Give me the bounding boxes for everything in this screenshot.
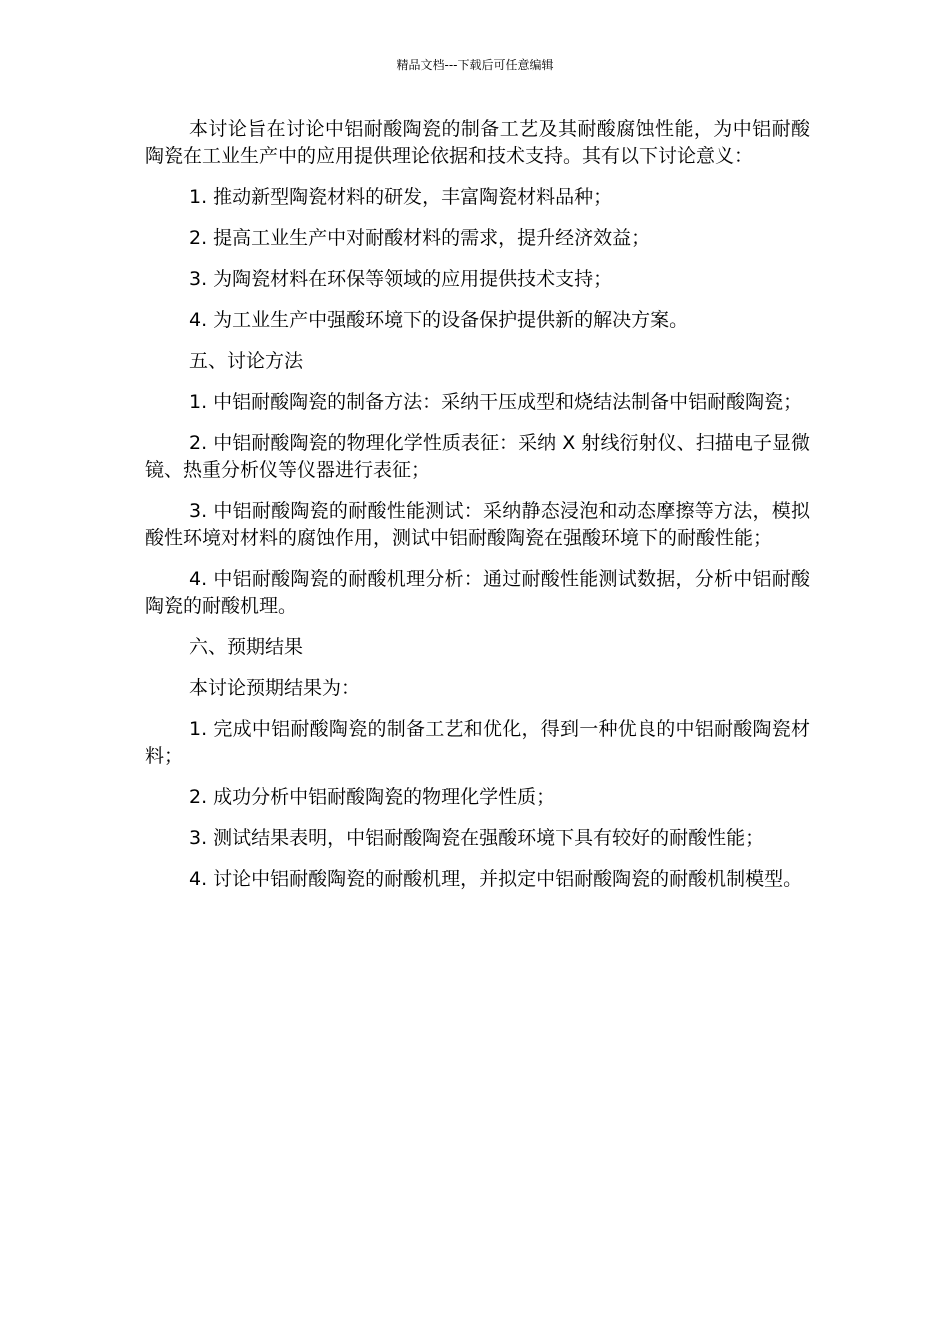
document-body <box>145 116 810 907</box>
result-item-1: 1. 完成中铝耐酸陶瓷的制备工艺和优化，得到一种优良的中铝耐酸陶瓷材料； <box>145 718 810 767</box>
significance-item-1: 1. 推动新型陶瓷材料的研发，丰富陶瓷材料品种； <box>189 186 613 208</box>
method-item-1: 1. 中铝耐酸陶瓷的制备方法：采纳干压成型和烧结法制备中铝耐酸陶瓷； <box>189 391 803 413</box>
significance-item-4: 4. 为工业生产中强酸环境下的设备保护提供新的解决方案。 <box>189 309 689 331</box>
significance-item-3: 3. 为陶瓷材料在环保等领域的应用提供技术支持； <box>189 268 613 290</box>
section-heading-results: 六、预期结果 <box>189 636 304 658</box>
significance-item-2: 2. 提高工业生产中对耐酸材料的需求，提升经济效益； <box>189 227 651 249</box>
method-item-4: 4. 中铝耐酸陶瓷的耐酸机理分析：通过耐酸性能测试数据，分析中铝耐酸陶瓷的耐酸机理。 <box>145 568 810 617</box>
intro-paragraph: 本讨论旨在讨论中铝耐酸陶瓷的制备工艺及其耐酸腐蚀性能，为中铝耐酸陶瓷在工业生产中的应用提供理论依据和技术支持。其有以下讨论意义： <box>145 118 810 167</box>
result-item-2: 2. 成功分析中铝耐酸陶瓷的物理化学性质； <box>189 786 556 808</box>
section-heading-methods: 五、讨论方法 <box>189 350 304 372</box>
result-item-4: 4. 讨论中铝耐酸陶瓷的耐酸机理，并拟定中铝耐酸陶瓷的耐酸机制模型。 <box>189 868 803 890</box>
result-item-3: 3. 测试结果表明，中铝耐酸陶瓷在强酸环境下具有较好的耐酸性能； <box>189 827 765 849</box>
results-intro: 本讨论预期结果为： <box>189 677 361 699</box>
page-header: 精品文档---下载后可任意编辑 <box>396 58 554 72</box>
method-item-2: 2. 中铝耐酸陶瓷的物理化学性质表征：采纳 X 射线衍射仪、扫描电子显微镜、热重分析仪等仪器进行表征； <box>145 432 810 481</box>
method-item-3: 3. 中铝耐酸陶瓷的耐酸性能测试：采纳静态浸泡和动态摩擦等方法，模拟酸性环境对材料的腐蚀作用，测试中铝耐酸陶瓷在强酸环境下的耐酸性能； <box>145 500 810 549</box>
